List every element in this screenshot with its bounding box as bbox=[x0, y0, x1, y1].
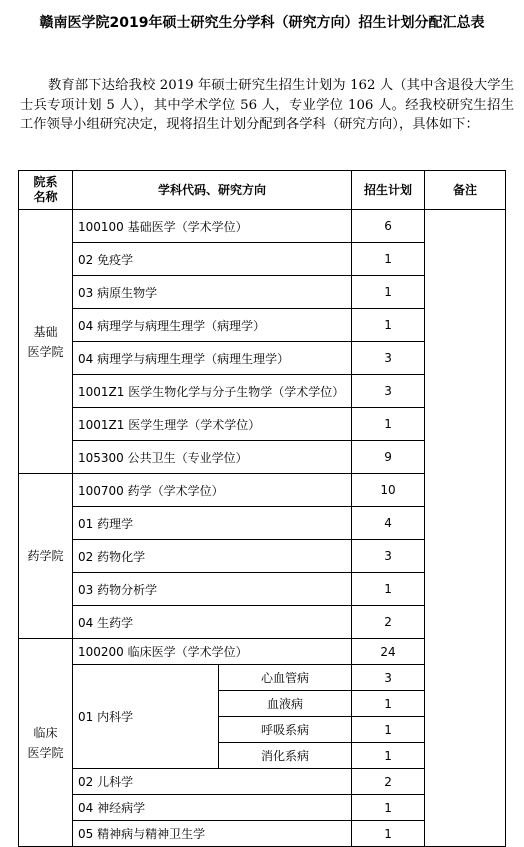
subject-cell: 04 神经病学 bbox=[73, 795, 352, 821]
intro-paragraph: 教育部下达给我校 2019 年硕士研究生招生计划为 162 人（其中含退役大学生士兵专项计划 5 人），其中学术学位 56 人，专业学位 106 人。经我校研究生招生工作领导小组研究决定，现将招生计划分配到各学科（研究方向），具体如下： bbox=[20, 78, 514, 133]
plan-cell: 10 bbox=[352, 474, 425, 507]
subject-cell: 04 病理学与病理生理学（病理生理学） bbox=[73, 342, 352, 375]
plan-cell: 1 bbox=[352, 243, 425, 276]
subject-cell: 1001Z1 医学生物化学与分子生物学（学术学位） bbox=[73, 375, 352, 408]
direction-cell: 呼吸系病 bbox=[219, 717, 352, 743]
plan-cell: 3 bbox=[352, 540, 425, 573]
note-cell bbox=[425, 210, 506, 847]
plan-cell: 9 bbox=[352, 441, 425, 474]
subject-cell: 100200 临床医学（学术学位） bbox=[73, 639, 352, 665]
subject-cell: 02 药物化学 bbox=[73, 540, 352, 573]
subject-cell: 105300 公共卫生（专业学位） bbox=[73, 441, 352, 474]
header-dept: 院系 名称 bbox=[19, 171, 73, 210]
plan-cell: 4 bbox=[352, 507, 425, 540]
dept-pharmacy: 药学院 bbox=[19, 474, 73, 639]
plan-cell: 2 bbox=[352, 606, 425, 639]
plan-cell: 24 bbox=[352, 639, 425, 665]
subject-cell: 03 病原生物学 bbox=[73, 276, 352, 309]
plan-cell: 6 bbox=[352, 210, 425, 243]
plan-cell: 3 bbox=[352, 375, 425, 408]
enrollment-table bbox=[18, 170, 506, 847]
plan-cell: 1 bbox=[352, 795, 425, 821]
page-title: 赣南医学院2019年硕士研究生分学科（研究方向）招生计划分配汇总表 bbox=[39, 15, 485, 31]
subject-cell: 01 药理学 bbox=[73, 507, 352, 540]
subject-cell: 02 儿科学 bbox=[73, 769, 352, 795]
plan-cell: 1 bbox=[352, 691, 425, 717]
plan-cell: 1 bbox=[352, 276, 425, 309]
direction-cell: 血液病 bbox=[219, 691, 352, 717]
header-note: 备注 bbox=[425, 171, 506, 210]
subject-cell: 100700 药学（学术学位） bbox=[73, 474, 352, 507]
subject-cell: 04 病理学与病理生理学（病理学） bbox=[73, 309, 352, 342]
subject-cell: 04 生药学 bbox=[73, 606, 352, 639]
dept-clinical-medicine: 临床 医学院 bbox=[19, 639, 73, 847]
subject-cell: 100100 基础医学（学术学位） bbox=[73, 210, 352, 243]
plan-cell: 2 bbox=[352, 769, 425, 795]
plan-cell: 1 bbox=[352, 821, 425, 847]
direction-cell: 心血管病 bbox=[219, 665, 352, 691]
subject-cell-internal-medicine: 01 内科学 bbox=[73, 665, 219, 769]
plan-cell: 1 bbox=[352, 573, 425, 606]
header-subject: 学科代码、研究方向 bbox=[73, 171, 352, 210]
dept-basic-medicine: 基础 医学院 bbox=[19, 210, 73, 474]
subject-cell: 05 精神病与精神卫生学 bbox=[73, 821, 352, 847]
plan-cell: 1 bbox=[352, 743, 425, 769]
direction-cell: 消化系病 bbox=[219, 743, 352, 769]
subject-cell: 03 药物分析学 bbox=[73, 573, 352, 606]
table-row bbox=[19, 210, 506, 243]
plan-cell: 3 bbox=[352, 342, 425, 375]
header-plan: 招生计划 bbox=[352, 171, 425, 210]
plan-cell: 1 bbox=[352, 717, 425, 743]
subject-cell: 1001Z1 医学生理学（学术学位） bbox=[73, 408, 352, 441]
subject-cell: 02 免疫学 bbox=[73, 243, 352, 276]
plan-cell: 1 bbox=[352, 408, 425, 441]
plan-cell: 1 bbox=[352, 309, 425, 342]
plan-cell: 3 bbox=[352, 665, 425, 691]
